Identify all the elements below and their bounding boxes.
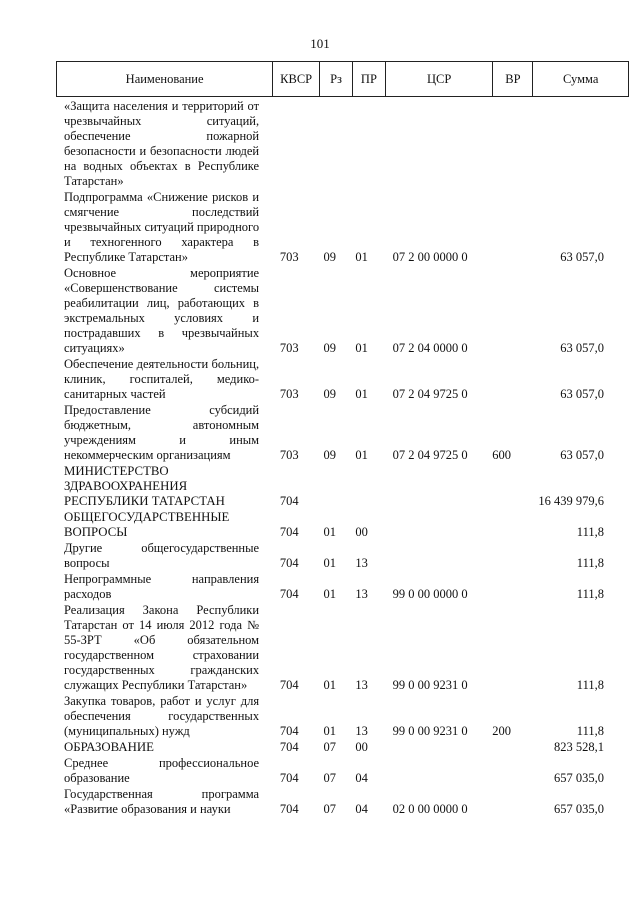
header-rz: Рз [320, 62, 353, 96]
table-row [64, 357, 604, 402]
table-row [64, 464, 604, 509]
row-pr: 01 [355, 448, 368, 462]
table-row [64, 190, 604, 265]
row-sum: 63 057,0 [560, 448, 604, 462]
row-name: Непрограммные направления расходов [64, 572, 260, 601]
table-body [64, 99, 604, 818]
row-kvsr: 703 [279, 387, 299, 401]
row-rz: 09 [323, 448, 336, 462]
row-sum: 657 035,0 [554, 771, 604, 785]
header-vr: ВР [493, 62, 533, 96]
row-rz: 01 [323, 724, 336, 738]
row-sum: 111,8 [576, 525, 604, 539]
row-sum: 16 439 979,6 [538, 494, 604, 508]
row-sum: 111,8 [576, 556, 604, 570]
row-name: Государственная программа «Развитие образования и науки [64, 787, 260, 816]
row-rz: 09 [323, 387, 336, 401]
table-row [64, 787, 604, 817]
table-row [64, 740, 604, 755]
table-row [64, 99, 604, 189]
row-rz: 09 [323, 341, 336, 355]
row-sum: 111,8 [576, 678, 604, 692]
row-pr: 13 [355, 724, 368, 738]
row-name: Подпрограмма «Снижение рисков и смягчение последствий чрезвычайных ситуаций природного и техногенного характера в Республике Татарстан» [64, 190, 260, 264]
row-kvsr: 704 [279, 724, 299, 738]
row-sum: 823 528,1 [554, 740, 604, 754]
page-number: 101 [310, 36, 330, 51]
row-csr: 02 0 00 0000 0 [392, 802, 468, 816]
row-name: Закупка товаров, работ и услуг для обеспечения государственных (муниципальных) нужд [64, 694, 260, 738]
row-name: Основное мероприятие «Совершенствование системы реабилитации лиц, работающих в экстремальных условиях и пострадавших в чрезвычайных ситуациях» [64, 266, 260, 355]
header-csr: ЦСР [386, 62, 494, 96]
row-rz: 01 [323, 525, 336, 539]
row-kvsr: 703 [279, 448, 299, 462]
row-csr: 07 2 04 9725 0 [392, 387, 468, 401]
row-kvsr: 704 [279, 771, 299, 785]
row-sum: 63 057,0 [560, 250, 604, 264]
row-kvsr: 704 [279, 494, 299, 508]
row-sum: 63 057,0 [560, 387, 604, 401]
header-kvsr: КВСР [273, 62, 320, 96]
row-name: Другие общегосударственные вопросы [64, 541, 260, 570]
header-sum: Сумма [562, 71, 599, 86]
table-row [64, 510, 604, 540]
row-kvsr: 704 [279, 802, 299, 816]
row-vr: 200 [492, 724, 512, 738]
header-pr: ПР [353, 62, 386, 96]
row-kvsr: 704 [279, 525, 299, 539]
row-pr: 00 [355, 525, 368, 539]
row-rz: 07 [323, 771, 336, 785]
row-name: ОБРАЗОВАНИЕ [64, 740, 154, 754]
table-row [64, 603, 604, 693]
row-name: Среднее профессиональное образование [64, 756, 260, 785]
row-rz: 01 [323, 556, 336, 570]
table-row [64, 756, 604, 786]
row-pr: 01 [355, 341, 368, 355]
row-rz: 07 [323, 802, 336, 816]
table-row [64, 403, 604, 463]
row-kvsr: 704 [279, 587, 299, 601]
row-name: Предоставление субсидий бюджетным, автономным учреждениям и иным некоммерческим организациям [64, 403, 260, 462]
row-name: Обеспечение деятельности больниц, клиник, госпиталей, медико-санитарных частей [64, 357, 260, 401]
row-kvsr: 703 [279, 341, 299, 355]
row-csr: 99 0 00 0000 0 [392, 587, 468, 601]
table-header [56, 61, 629, 97]
header-name: Наименование [57, 62, 273, 96]
row-vr: 600 [492, 448, 512, 462]
row-name: МИНИСТЕРСТВО ЗДРАВООХРАНЕНИЯ РЕСПУБЛИКИ ТАТАРСТАН [64, 464, 225, 508]
row-kvsr: 703 [279, 250, 299, 264]
row-sum: 111,8 [576, 587, 604, 601]
row-rz: 07 [323, 740, 336, 754]
row-pr: 04 [355, 771, 368, 785]
row-kvsr: 704 [279, 740, 299, 754]
row-sum: 111,8 [576, 724, 604, 738]
row-rz: 09 [323, 250, 336, 264]
row-kvsr: 704 [279, 556, 299, 570]
table-row [64, 694, 604, 739]
row-pr: 01 [355, 250, 368, 264]
row-pr: 04 [355, 802, 368, 816]
table-row [64, 572, 604, 602]
row-csr: 07 2 04 0000 0 [392, 341, 468, 355]
row-rz: 01 [323, 678, 336, 692]
table-row [64, 266, 604, 356]
table-row [64, 541, 604, 571]
row-csr: 99 0 00 9231 0 [392, 678, 468, 692]
row-name: ОБЩЕГОСУДАРСТВЕННЫЕ ВОПРОСЫ [64, 510, 230, 539]
row-pr: 13 [355, 678, 368, 692]
row-name: «Защита населения и территорий от чрезвычайных ситуаций, обеспечение пожарной безопасности и безопасности людей на водных объектах в Республике Татарстан» [64, 99, 260, 188]
row-sum: 63 057,0 [560, 341, 604, 355]
row-kvsr: 704 [279, 678, 299, 692]
row-csr: 99 0 00 9231 0 [392, 724, 468, 738]
row-pr: 00 [355, 740, 368, 754]
row-csr: 07 2 04 9725 0 [392, 448, 468, 462]
row-rz: 01 [323, 587, 336, 601]
row-pr: 13 [355, 587, 368, 601]
row-name: Реализация Закона Республики Татарстан от 14 июля 2012 года № 55-ЗРТ «Об обязательном государственном страховании государственных гражданских служащих Республики Татарстан» [64, 603, 260, 692]
row-sum: 657 035,0 [554, 802, 604, 816]
row-pr: 13 [355, 556, 368, 570]
row-csr: 07 2 00 0000 0 [392, 250, 468, 264]
row-pr: 01 [355, 387, 368, 401]
